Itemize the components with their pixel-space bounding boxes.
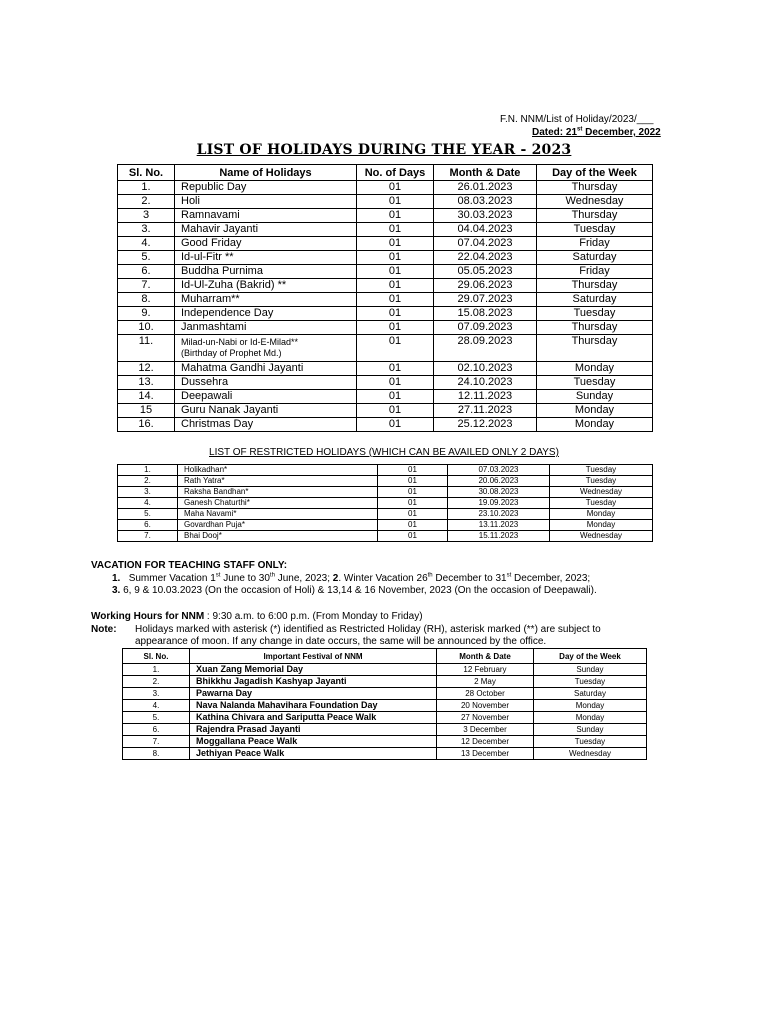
cell-day: Friday	[537, 265, 653, 279]
table-row	[118, 487, 653, 498]
rh-cell-days: 01	[378, 531, 448, 542]
document-date	[532, 127, 661, 139]
cell-days: 01	[357, 376, 434, 390]
fest-cell-sl-no: 2.	[123, 676, 190, 688]
working-hours-label: Working Hours for NNM	[91, 611, 205, 622]
fest-cell-name: Rajendra Prasad Jayanti	[190, 724, 437, 736]
cell-day: Thursday	[537, 279, 653, 293]
working-hours-value: : 9:30 a.m. to 6:00 p.m. (From Monday to Friday)	[204, 611, 423, 622]
cell-name: Republic Day	[175, 181, 357, 195]
rh-cell-name: Govardhan Puja*	[178, 520, 378, 531]
fest-cell-day: Sunday	[534, 664, 647, 676]
col-date: Month & Date	[434, 165, 537, 181]
cell-sl-no: 12.	[118, 362, 175, 376]
cell-date: 08.03.2023	[434, 195, 537, 209]
cell-name	[175, 335, 357, 362]
cell-day: Thursday	[537, 209, 653, 223]
cell-sl-no: 13.	[118, 376, 175, 390]
cell-name: Independence Day	[175, 307, 357, 321]
fest-cell-sl-no: 4.	[123, 700, 190, 712]
cell-name-line-2: (Birthday of Prophet Md.)	[181, 348, 282, 358]
cell-day: Thursday	[537, 335, 653, 362]
fest-cell-name: Xuan Zang Memorial Day	[190, 664, 437, 676]
rh-cell-date: 30.08.2023	[448, 487, 550, 498]
table-row	[118, 465, 653, 476]
cell-sl-no: 15	[118, 404, 175, 418]
col-days: No. of Days	[357, 165, 434, 181]
rh-cell-sl-no: 6.	[118, 520, 178, 531]
table-row	[118, 404, 653, 418]
cell-date: 02.10.2023	[434, 362, 537, 376]
cell-date: 07.04.2023	[434, 237, 537, 251]
col-name: Name of Holidays	[175, 165, 357, 181]
cell-date: 29.07.2023	[434, 293, 537, 307]
cell-days: 01	[357, 418, 434, 432]
cell-date: 29.06.2023	[434, 279, 537, 293]
fest-cell-name: Moggallana Peace Walk	[190, 736, 437, 748]
cell-day: Saturday	[537, 293, 653, 307]
table-row	[118, 223, 653, 237]
table-row	[118, 293, 653, 307]
rh-cell-name: Ganesh Chaturthi*	[178, 498, 378, 509]
rh-cell-name: Holikadhan*	[178, 465, 378, 476]
dated-sup: st	[577, 126, 583, 133]
rh-cell-sl-no: 3.	[118, 487, 178, 498]
cell-sl-no: 9.	[118, 307, 175, 321]
note	[91, 624, 691, 648]
rh-cell-day: Tuesday	[550, 465, 653, 476]
cell-days: 01	[357, 265, 434, 279]
cell-days: 01	[357, 251, 434, 265]
fest-cell-date: 13 December	[437, 748, 534, 760]
table-row	[118, 498, 653, 509]
col-sl-no: Sl. No.	[118, 165, 175, 181]
rh-cell-day: Monday	[550, 520, 653, 531]
table-row	[123, 676, 647, 688]
vac-1d: . Winter Vacation 26	[338, 573, 428, 584]
vac-1b: June to 30	[220, 573, 270, 584]
note-line-1: Holidays marked with asterisk (*) identified as Restricted Holiday (RH), asterisk marked (**) are subject to	[135, 624, 601, 635]
table-row	[118, 195, 653, 209]
cell-days: 01	[357, 181, 434, 195]
rh-cell-sl-no: 1.	[118, 465, 178, 476]
table-row	[118, 390, 653, 404]
rh-cell-name: Rath Yatra*	[178, 476, 378, 487]
table-row	[118, 362, 653, 376]
cell-sl-no: 3	[118, 209, 175, 223]
restricted-title: LIST OF RESTRICTED HOLIDAYS (WHICH CAN BE AVAILED ONLY 2 DAYS)	[209, 447, 559, 458]
table-row	[118, 376, 653, 390]
vacation-num-2: 2	[332, 573, 339, 584]
cell-days: 01	[357, 237, 434, 251]
table-row	[118, 335, 653, 362]
festival-body	[123, 664, 647, 760]
cell-days: 01	[357, 307, 434, 321]
cell-day: Monday	[537, 418, 653, 432]
cell-sl-no: 11.	[118, 335, 175, 362]
cell-day: Thursday	[537, 181, 653, 195]
rh-cell-name: Maha Navami*	[178, 509, 378, 520]
cell-days: 01	[357, 404, 434, 418]
cell-sl-no: 3.	[118, 223, 175, 237]
rh-cell-days: 01	[378, 520, 448, 531]
table-row	[118, 237, 653, 251]
cell-sl-no: 2.	[118, 195, 175, 209]
fest-cell-date: 12 December	[437, 736, 534, 748]
table-row	[118, 520, 653, 531]
cell-days: 01	[357, 362, 434, 376]
vacation-line-1	[112, 573, 712, 585]
table-row	[118, 307, 653, 321]
cell-date: 15.08.2023	[434, 307, 537, 321]
cell-date: 25.12.2023	[434, 418, 537, 432]
rh-cell-day: Tuesday	[550, 476, 653, 487]
cell-name: Mahatma Gandhi Jayanti	[175, 362, 357, 376]
cell-name: Id-ul-Fitr **	[175, 251, 357, 265]
col-day: Day of the Week	[537, 165, 653, 181]
rh-cell-date: 20.06.2023	[448, 476, 550, 487]
fest-cell-day: Tuesday	[534, 736, 647, 748]
fest-cell-name: Pawarna Day	[190, 688, 437, 700]
table-row	[123, 736, 647, 748]
fest-cell-date: 3 December	[437, 724, 534, 736]
vacation-line-2	[112, 585, 712, 597]
vacation-num-1: 1.	[112, 573, 121, 584]
holidays-header-row	[118, 165, 653, 181]
fest-cell-sl-no: 1.	[123, 664, 190, 676]
cell-days: 01	[357, 279, 434, 293]
holidays-body	[118, 181, 653, 432]
rh-cell-date: 19.09.2023	[448, 498, 550, 509]
table-row	[118, 265, 653, 279]
cell-day: Friday	[537, 237, 653, 251]
table-row	[123, 700, 647, 712]
fest-cell-name: Nava Nalanda Mahavihara Foundation Day	[190, 700, 437, 712]
cell-sl-no: 4.	[118, 237, 175, 251]
cell-days: 01	[357, 390, 434, 404]
cell-sl-no: 1.	[118, 181, 175, 195]
cell-date: 05.05.2023	[434, 265, 537, 279]
fest-cell-day: Monday	[534, 700, 647, 712]
rh-cell-days: 01	[378, 465, 448, 476]
cell-day: Saturday	[537, 251, 653, 265]
vac-2-text: 6, 9 & 10.03.2023 (On the occasion of Holi) & 13,14 & 16 November, 2023 (On the occasion of Deepawali).	[120, 585, 597, 596]
vac-sup-2: th	[269, 572, 275, 579]
cell-day: Thursday	[537, 321, 653, 335]
rh-cell-days: 01	[378, 476, 448, 487]
cell-days: 01	[357, 223, 434, 237]
vacation-lines	[112, 573, 712, 597]
cell-day: Wednesday	[537, 195, 653, 209]
fest-cell-day: Wednesday	[534, 748, 647, 760]
note-line-2: appearance of moon. If any change in date occurs, the same will be announced by the office.	[135, 636, 547, 647]
fest-cell-name: Jethiyan Peace Walk	[190, 748, 437, 760]
vac-1a: Summer Vacation 1	[128, 573, 216, 584]
fest-cell-date: 20 November	[437, 700, 534, 712]
cell-day: Tuesday	[537, 223, 653, 237]
fcol-name: Important Festival of NNM	[190, 649, 437, 664]
festival-header-row	[123, 649, 647, 664]
cell-name: Muharram**	[175, 293, 357, 307]
cell-days: 01	[357, 195, 434, 209]
page-title: LIST OF HOLIDAYS DURING THE YEAR - 2023	[196, 142, 572, 158]
cell-name: Buddha Purnima	[175, 265, 357, 279]
cell-sl-no: 7.	[118, 279, 175, 293]
vacation-num-3: 3.	[112, 585, 121, 596]
fest-cell-day: Tuesday	[534, 676, 647, 688]
vac-sup-3: th	[427, 572, 433, 579]
cell-day: Tuesday	[537, 376, 653, 390]
rh-cell-date: 13.11.2023	[448, 520, 550, 531]
fest-cell-day: Sunday	[534, 724, 647, 736]
rh-cell-days: 01	[378, 487, 448, 498]
cell-name: Id-Ul-Zuha (Bakrid) **	[175, 279, 357, 293]
cell-day: Sunday	[537, 390, 653, 404]
restricted-body	[118, 465, 653, 542]
vac-sup-1: st	[215, 572, 221, 579]
cell-name: Good Friday	[175, 237, 357, 251]
cell-sl-no: 14.	[118, 390, 175, 404]
rh-cell-name: Raksha Bandhan*	[178, 487, 378, 498]
cell-sl-no: 10.	[118, 321, 175, 335]
rh-cell-date: 15.11.2023	[448, 531, 550, 542]
rh-cell-sl-no: 4.	[118, 498, 178, 509]
rh-cell-sl-no: 2.	[118, 476, 178, 487]
table-row	[123, 748, 647, 760]
cell-name: Janmashtami	[175, 321, 357, 335]
cell-date: 04.04.2023	[434, 223, 537, 237]
table-row	[118, 209, 653, 223]
vac-1e: December to 31	[432, 573, 507, 584]
cell-name: Holi	[175, 195, 357, 209]
vac-1f: December, 2023;	[511, 573, 591, 584]
rh-cell-sl-no: 5.	[118, 509, 178, 520]
dated-prefix: Dated: 21	[532, 127, 578, 138]
cell-date: 28.09.2023	[434, 335, 537, 362]
cell-name: Guru Nanak Jayanti	[175, 404, 357, 418]
cell-name: Dussehra	[175, 376, 357, 390]
table-row	[118, 476, 653, 487]
rh-cell-sl-no: 7.	[118, 531, 178, 542]
rh-cell-days: 01	[378, 509, 448, 520]
rh-cell-day: Monday	[550, 509, 653, 520]
restricted-table	[117, 464, 653, 542]
fcol-sl-no: Sl. No.	[123, 649, 190, 664]
cell-date: 27.11.2023	[434, 404, 537, 418]
fest-cell-date: 28 October	[437, 688, 534, 700]
table-row	[118, 531, 653, 542]
cell-date: 22.04.2023	[434, 251, 537, 265]
vacation-heading: VACATION FOR TEACHING STAFF ONLY:	[91, 560, 288, 571]
cell-date: 30.03.2023	[434, 209, 537, 223]
cell-sl-no: 8.	[118, 293, 175, 307]
fest-cell-date: 12 February	[437, 664, 534, 676]
cell-days: 01	[357, 209, 434, 223]
rh-cell-name: Bhai Dooj*	[178, 531, 378, 542]
table-row	[123, 724, 647, 736]
fest-cell-sl-no: 7.	[123, 736, 190, 748]
rh-cell-day: Wednesday	[550, 487, 653, 498]
table-row	[118, 251, 653, 265]
table-row	[118, 418, 653, 432]
holidays-table	[117, 164, 653, 432]
cell-date: 26.01.2023	[434, 181, 537, 195]
fest-cell-name: Kathina Chivara and Sariputta Peace Walk	[190, 712, 437, 724]
table-row	[118, 181, 653, 195]
cell-name: Mahavir Jayanti	[175, 223, 357, 237]
cell-name: Christmas Day	[175, 418, 357, 432]
cell-days: 01	[357, 293, 434, 307]
file-number: F.N. NNM/List of Holiday/2023/___	[500, 114, 654, 125]
table-row	[118, 321, 653, 335]
fest-cell-name: Bhikkhu Jagadish Kashyap Jayanti	[190, 676, 437, 688]
cell-name-line-1: Milad-un-Nabi or Id-E-Milad**	[181, 337, 299, 347]
fest-cell-sl-no: 8.	[123, 748, 190, 760]
rh-cell-date: 07.03.2023	[448, 465, 550, 476]
vac-sup-4: st	[506, 572, 512, 579]
fcol-day: Day of the Week	[534, 649, 647, 664]
working-hours	[91, 611, 423, 623]
cell-name: Ramnavami	[175, 209, 357, 223]
fest-cell-sl-no: 3.	[123, 688, 190, 700]
fest-cell-date: 27 November	[437, 712, 534, 724]
table-row	[123, 688, 647, 700]
cell-name: Deepawali	[175, 390, 357, 404]
vac-1c: June, 2023;	[274, 573, 333, 584]
cell-sl-no: 16.	[118, 418, 175, 432]
cell-date: 12.11.2023	[434, 390, 537, 404]
cell-sl-no: 6.	[118, 265, 175, 279]
fest-cell-sl-no: 6.	[123, 724, 190, 736]
fest-cell-day: Monday	[534, 712, 647, 724]
cell-date: 07.09.2023	[434, 321, 537, 335]
table-row	[123, 664, 647, 676]
note-label: Note:	[91, 624, 117, 635]
cell-date: 24.10.2023	[434, 376, 537, 390]
fest-cell-date: 2 May	[437, 676, 534, 688]
dated-suffix: December, 2022	[582, 127, 661, 138]
cell-day: Tuesday	[537, 307, 653, 321]
table-row	[118, 279, 653, 293]
cell-day: Monday	[537, 404, 653, 418]
cell-day: Monday	[537, 362, 653, 376]
rh-cell-day: Tuesday	[550, 498, 653, 509]
rh-cell-days: 01	[378, 498, 448, 509]
table-row	[118, 509, 653, 520]
fest-cell-day: Saturday	[534, 688, 647, 700]
table-row	[123, 712, 647, 724]
cell-days: 01	[357, 335, 434, 362]
cell-days: 01	[357, 321, 434, 335]
festival-table	[122, 648, 647, 760]
cell-sl-no: 5.	[118, 251, 175, 265]
rh-cell-day: Wednesday	[550, 531, 653, 542]
rh-cell-date: 23.10.2023	[448, 509, 550, 520]
fcol-date: Month & Date	[437, 649, 534, 664]
fest-cell-sl-no: 5.	[123, 712, 190, 724]
